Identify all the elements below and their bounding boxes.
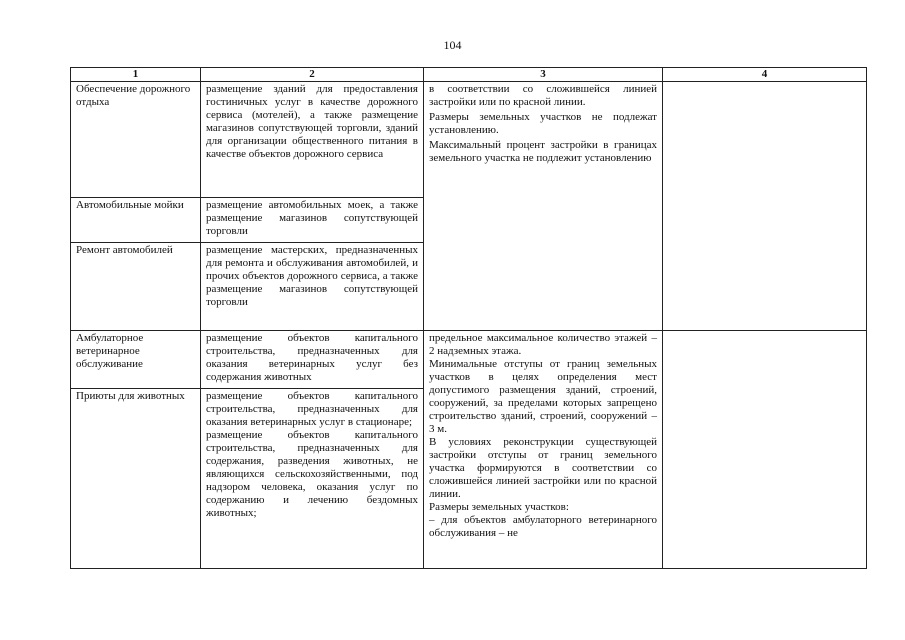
use-name-cell: Ремонт автомобилей (71, 243, 201, 331)
parameter-paragraph: – для объектов амбулаторного ветеринарного обслуживания – не (429, 514, 657, 539)
use-description-cell: размещение автомобильных моек, а также размещение магазинов сопутствующей торговли (201, 198, 424, 243)
use-name-cell: Амбулаторное ветеринарное обслуживание (71, 331, 201, 389)
table-row (71, 82, 867, 198)
parameter-paragraph: Минимальные отступы от границ земельных участков в целях определения мест допустимого размещения зданий, строений, сооружений, за пределами которых запрещено строительство зданий, строений, сооружений – 3 м. (429, 358, 657, 435)
column-header-1: 1 (71, 68, 201, 82)
regulations-table (70, 67, 867, 569)
use-description-cell: размещение мастерских, предназначенных для ремонта и обслуживания автомобилей, и прочих объектов дорожного сервиса, а также размещение магазинов сопутствующей торговли (201, 243, 424, 331)
notes-cell (663, 331, 867, 569)
description-paragraph: размещение объектов капитального строительства, предназначенных для оказания ветеринарных услуг в стационаре; (206, 390, 418, 428)
parameter-paragraph: предельное максимальное количество этажей – 2 надземных этажа. (429, 332, 657, 357)
table-row (71, 331, 867, 389)
parameter-paragraph: Размеры земельных участков не подлежат установлению. (429, 111, 657, 136)
parameter-paragraph: Максимальный процент застройки в границах земельного участка не подлежит установлению (429, 139, 657, 164)
description-paragraph: размещение объектов капитального строительства, предназначенных для содержания, разведения животных, не являющихся сельскохозяйственными, под надзором человека, оказания услуг по содержанию и лечению бездомных животных; (206, 429, 418, 519)
use-name-cell: Обеспечение дорожного отдыха (71, 82, 201, 198)
use-description-cell: размещение объектов капитального строительства, предназначенных для оказания ветеринарных услуг без содержания животных (201, 331, 424, 389)
notes-cell (663, 82, 867, 331)
column-header-3: 3 (424, 68, 663, 82)
parameters-cell (424, 82, 663, 331)
use-name-cell: Автомобильные мойки (71, 198, 201, 243)
use-name-cell: Приюты для животных (71, 389, 201, 569)
parameters-cell (424, 331, 663, 569)
parameter-paragraph: Размеры земельных участков: (429, 501, 569, 513)
page-number: 104 (443, 38, 462, 52)
use-description-cell (201, 389, 424, 569)
column-header-4: 4 (663, 68, 867, 82)
parameter-paragraph: В условиях реконструкции существующей застройки отступы от границ земельного участка формируются в соответствии со сложившейся линией застройки или по красной линии. (429, 436, 657, 500)
header-row (71, 68, 867, 82)
parameter-paragraph: в соответствии со сложившейся линией застройки или по красной линии. (429, 83, 657, 108)
column-header-2: 2 (201, 68, 424, 82)
use-description-cell: размещение зданий для предоставления гостиничных услуг в качестве дорожного сервиса (мотелей), а также размещение магазинов сопутствующей торговли, зданий для организации общественного питания в качестве объектов дорожного сервиса (201, 82, 424, 198)
